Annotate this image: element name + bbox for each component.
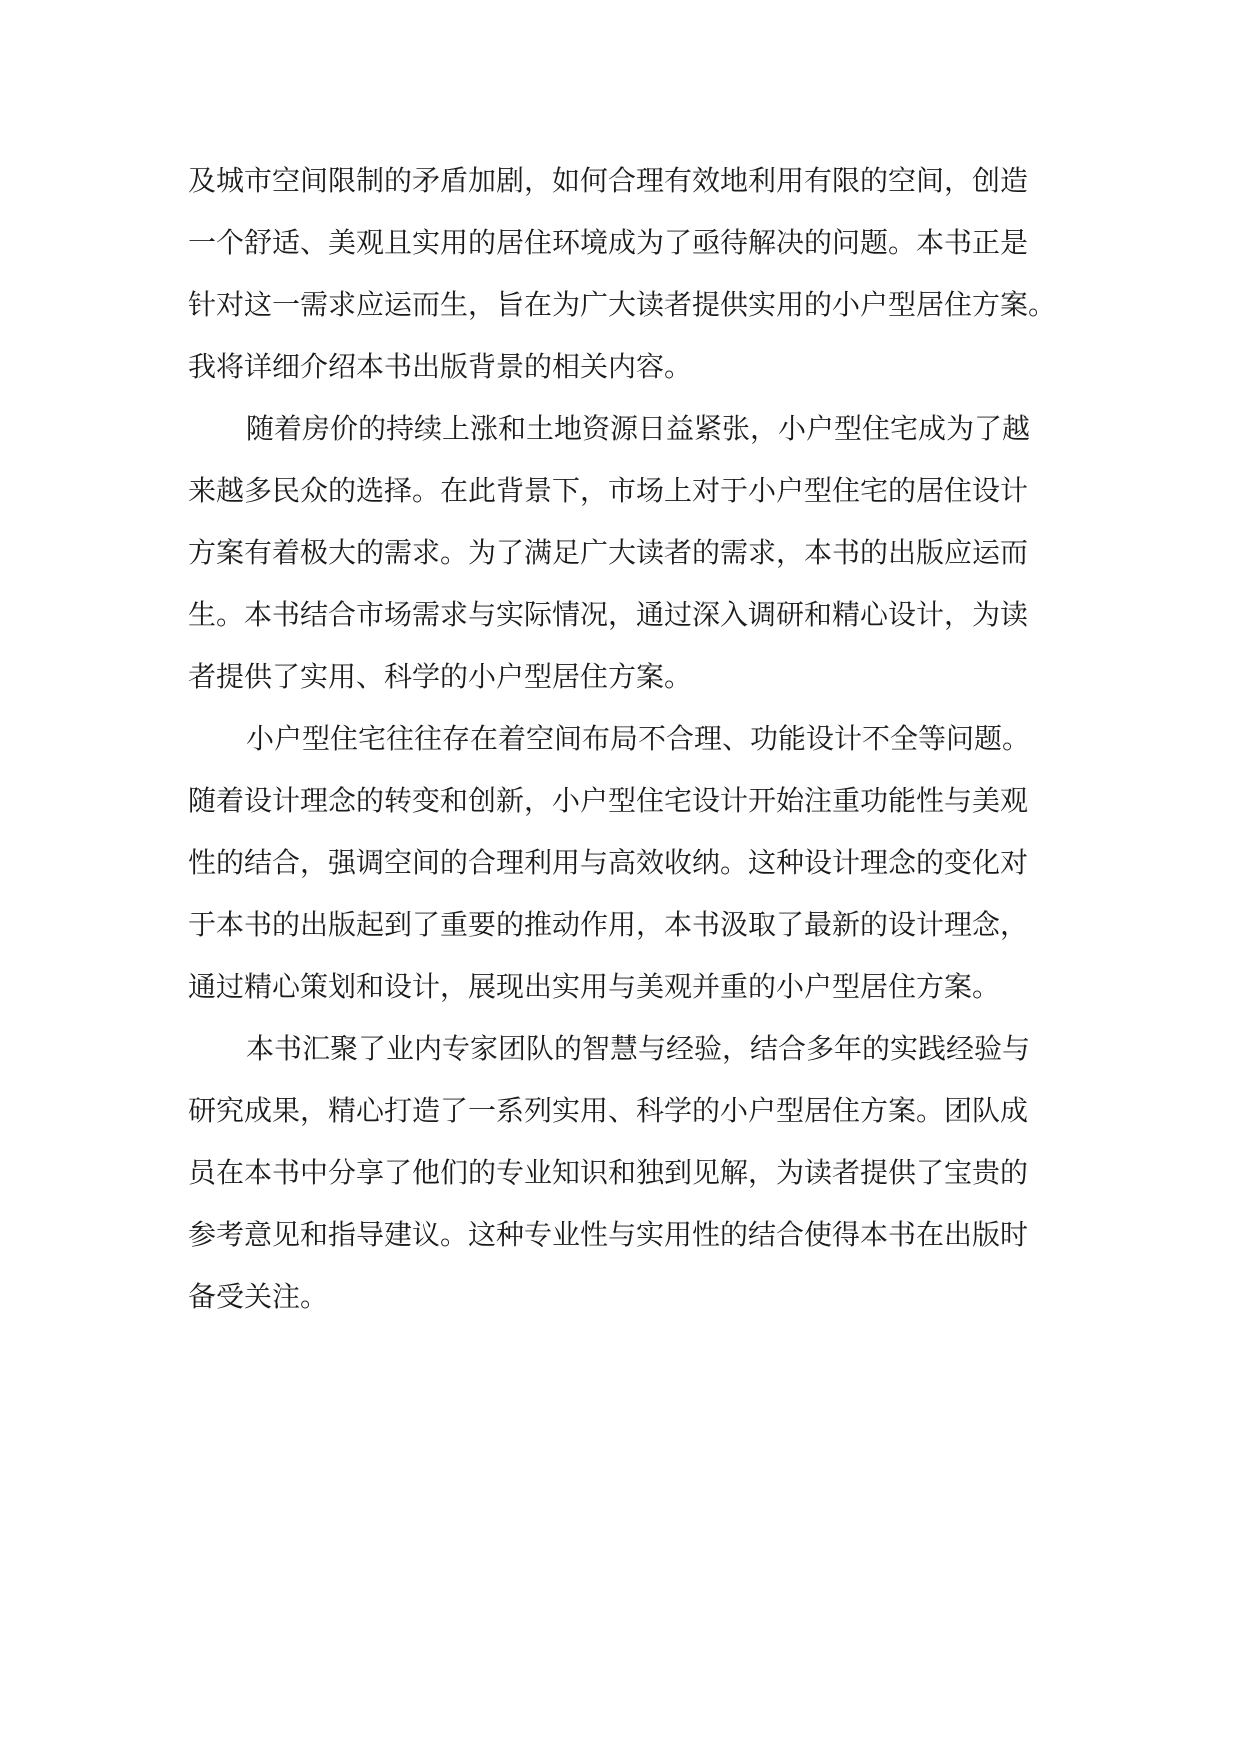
paragraph-3 <box>188 708 1088 1018</box>
text-line: 方案有着极大的需求。为了满足广大读者的需求，本书的出版应运而 <box>188 536 1029 569</box>
text-line: 者提供了实用、科学的小户型居住方案。 <box>188 660 693 693</box>
text-line: 于本书的出版起到了重要的推动作用，本书汲取了最新的设计理念， <box>188 908 1029 941</box>
paragraph-4 <box>188 1018 1088 1328</box>
text-line: 我将详细介绍本书出版背景的相关内容。 <box>188 350 693 383</box>
text-line: 员在本书中分享了他们的专业知识和独到见解，为读者提供了宝贵的 <box>188 1156 1029 1189</box>
text-line: 及城市空间限制的矛盾加剧，如何合理有效地利用有限的空间，创造 <box>188 164 1029 197</box>
text-line: 备受关注。 <box>188 1280 329 1313</box>
text-line: 随着房价的持续上涨和土地资源日益紧张，小户型住宅成为了越 <box>246 412 1031 445</box>
text-line: 针对这一需求应运而生，旨在为广大读者提供实用的小户型居住方案。 <box>188 288 1057 321</box>
body-text <box>188 150 1088 1328</box>
paragraph-2 <box>188 398 1088 708</box>
text-line: 一个舒适、美观且实用的居住环境成为了亟待解决的问题。本书正是 <box>188 226 1029 259</box>
text-line: 本书汇聚了业内专家团队的智慧与经验，结合多年的实践经验与 <box>246 1032 1031 1065</box>
text-line: 来越多民众的选择。在此背景下，市场上对于小户型住宅的居住设计 <box>188 474 1029 507</box>
paragraph-1 <box>188 150 1088 398</box>
text-line: 随着设计理念的转变和创新，小户型住宅设计开始注重功能性与美观 <box>188 784 1029 817</box>
text-line: 通过精心策划和设计，展现出实用与美观并重的小户型居住方案。 <box>188 970 1001 1003</box>
text-line: 性的结合，强调空间的合理利用与高效收纳。这种设计理念的变化对 <box>188 846 1029 879</box>
text-line: 小户型住宅往往存在着空间布局不合理、功能设计不全等问题。 <box>246 722 1031 755</box>
text-line: 研究成果，精心打造了一系列实用、科学的小户型居住方案。团队成 <box>188 1094 1029 1127</box>
text-line: 参考意见和指导建议。这种专业性与实用性的结合使得本书在出版时 <box>188 1218 1029 1251</box>
text-line: 生。本书结合市场需求与实际情况，通过深入调研和精心设计，为读 <box>188 598 1029 631</box>
